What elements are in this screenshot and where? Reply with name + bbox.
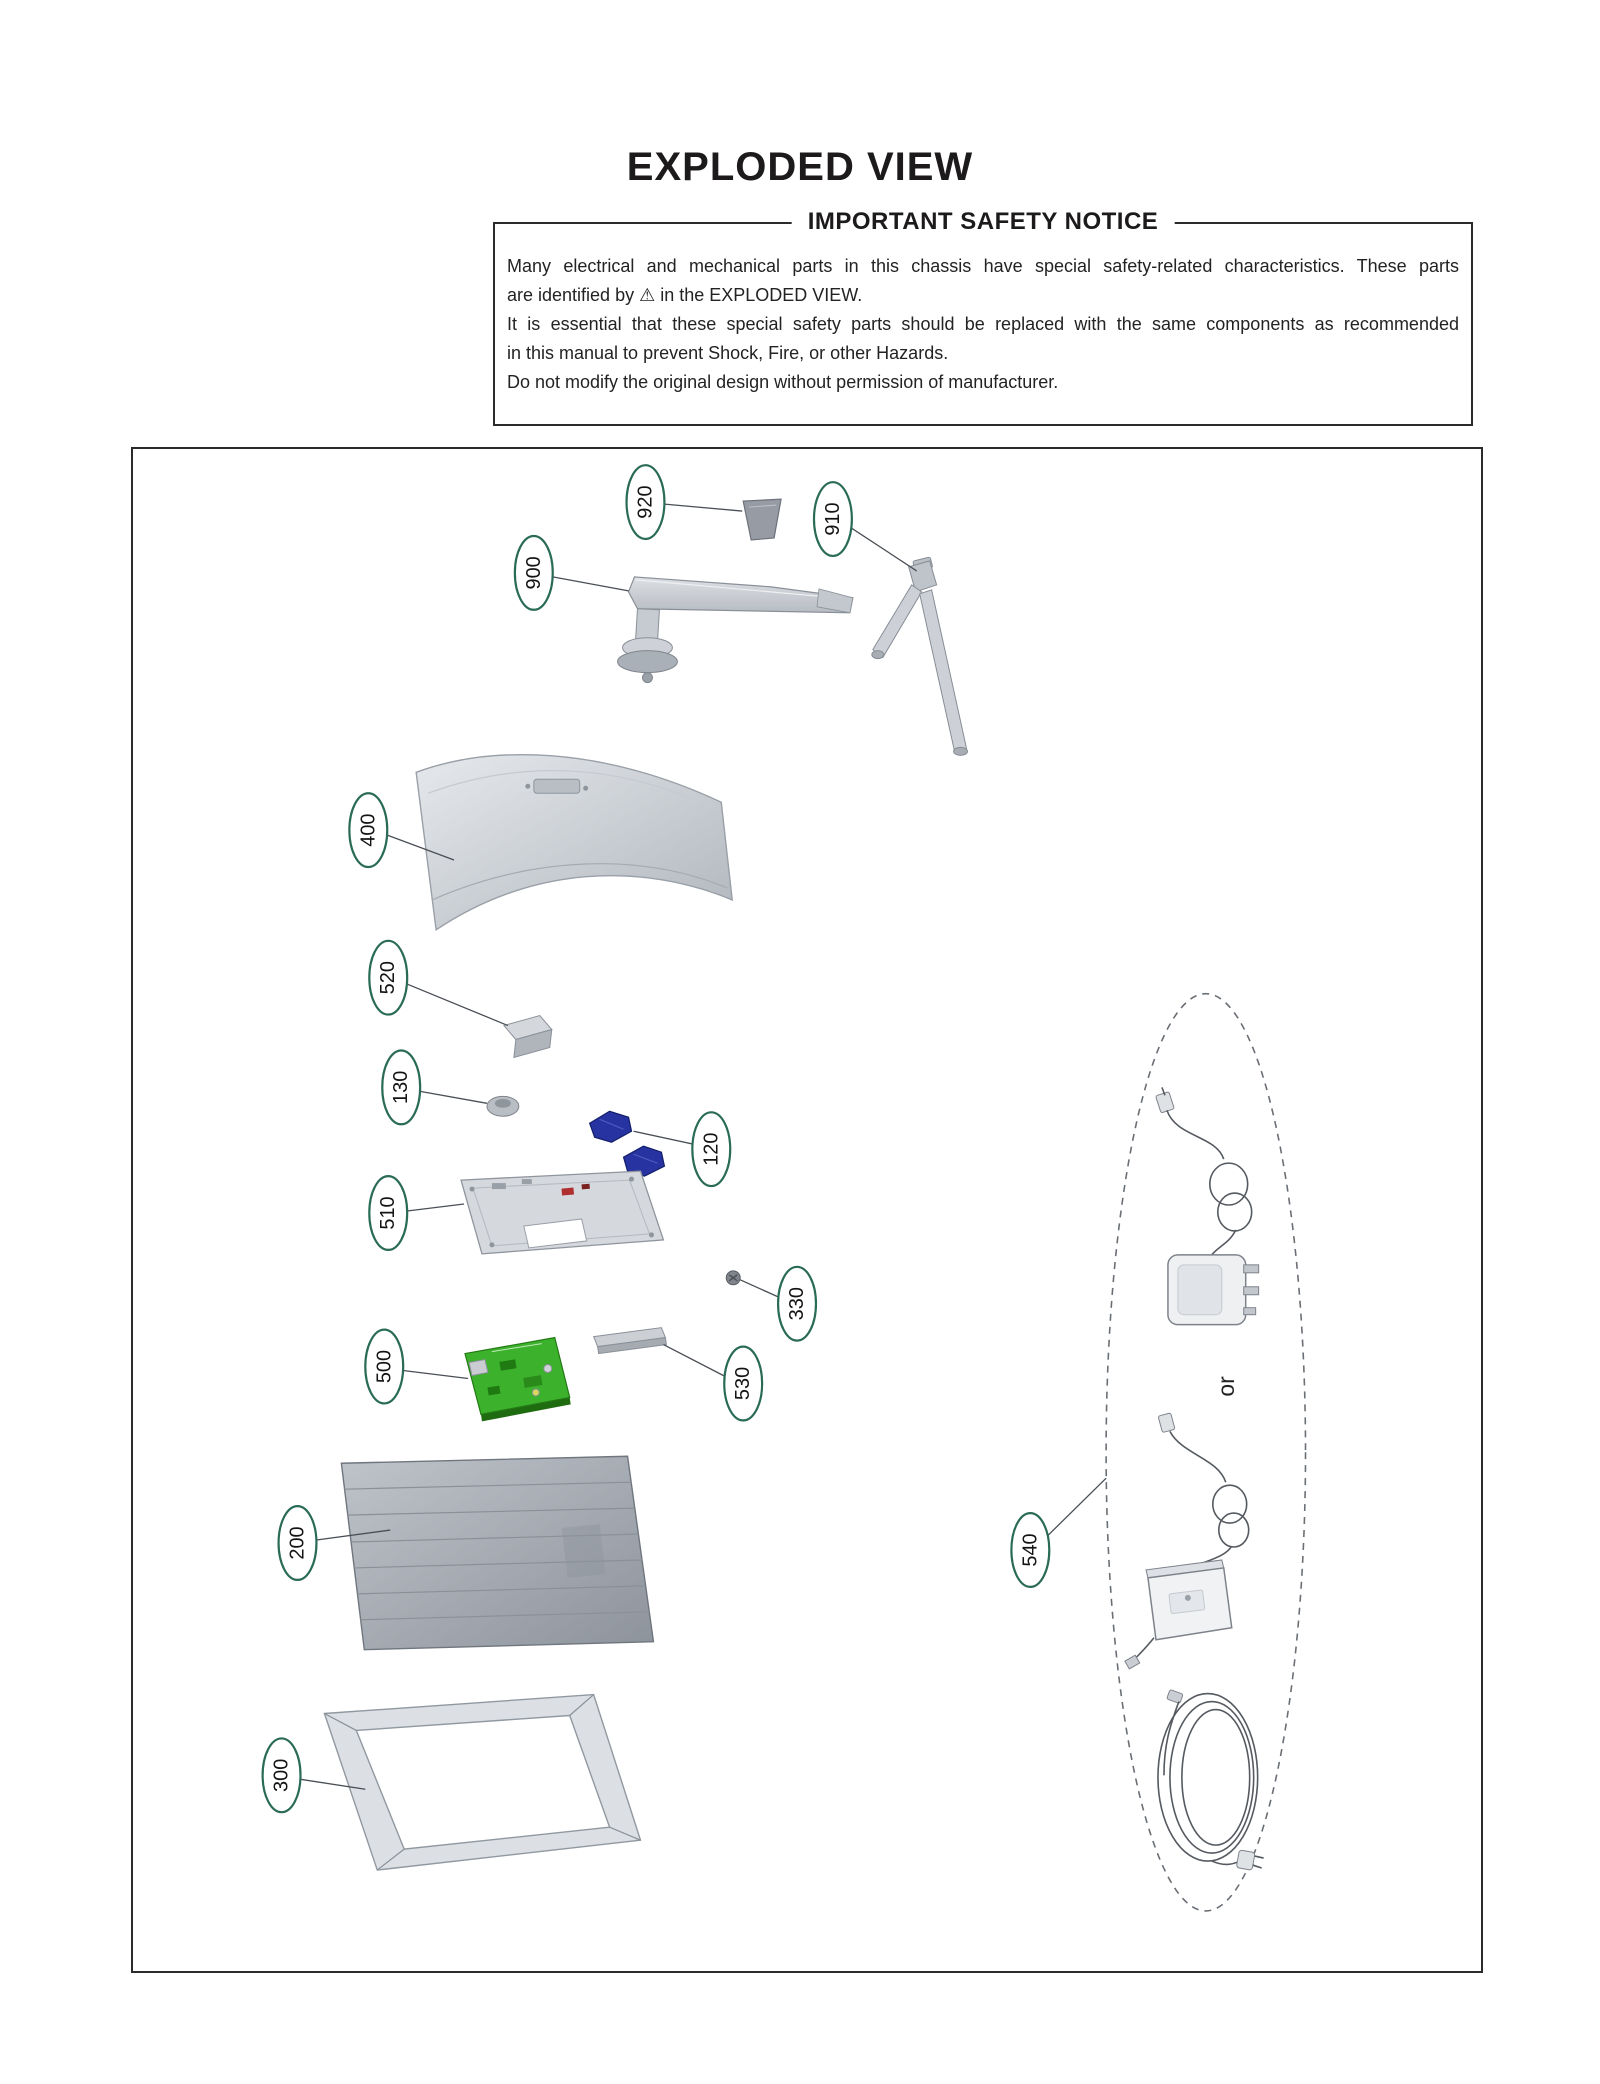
callout-300: [263, 1738, 301, 1812]
callout-510: [369, 1176, 407, 1250]
svg-text:400: 400: [357, 813, 380, 847]
notice-line: It is essential that these special safety parts should be replaced with the same components as recommended: [507, 314, 1459, 334]
part-530-key-controller: [594, 1328, 667, 1354]
svg-text:330: 330: [786, 1287, 809, 1321]
callout-130: [382, 1050, 420, 1124]
callout-330: [778, 1267, 816, 1341]
svg-text:510: 510: [377, 1196, 400, 1230]
svg-text:200: 200: [286, 1526, 309, 1560]
part-300-panel-frame: [324, 1695, 640, 1870]
exploded-view-svg: [133, 449, 1481, 1971]
part-120-speakers: [590, 1111, 665, 1176]
notice-line: are identified by ⚠ in the EXPLODED VIEW.: [507, 285, 863, 305]
svg-text:540: 540: [1019, 1533, 1042, 1567]
svg-text:530: 530: [732, 1366, 755, 1401]
part-900-stand-arm: [618, 577, 853, 683]
svg-text:920: 920: [634, 485, 657, 519]
safety-notice-text: [495, 224, 1471, 397]
part-510-main-frame: [461, 1171, 663, 1254]
adapter-wall-plug: [1156, 1087, 1259, 1324]
part-920-cable-holder: [743, 499, 781, 540]
callout-200: [279, 1506, 317, 1580]
callout-900: [515, 536, 553, 610]
exploded-view-box: [131, 447, 1483, 1973]
part-400-rear-cover: [416, 755, 732, 930]
notice-line: Do not modify the original design without permission of manufacturer.: [507, 372, 1059, 392]
part-500-main-board: [465, 1338, 571, 1422]
callout-910: [814, 482, 852, 556]
svg-text:120: 120: [700, 1132, 723, 1166]
part-910-stand-base: [872, 557, 968, 755]
svg-text:900: 900: [522, 556, 545, 590]
svg-text:130: 130: [390, 1070, 413, 1104]
adapter-brick: [1125, 1413, 1249, 1669]
callout-520: [369, 941, 407, 1015]
svg-text:300: 300: [270, 1758, 293, 1792]
notice-line: Many electrical and mechanical parts in this chassis have special safety-related characteristics. These parts: [507, 256, 1459, 276]
svg-text:500: 500: [373, 1349, 396, 1384]
svg-text:520: 520: [377, 961, 400, 995]
callout-400: [349, 793, 387, 867]
part-130-joystick-button: [487, 1096, 519, 1116]
part-540-power-adapter-options: [1106, 994, 1305, 1911]
part-200-inner-shield: [341, 1456, 653, 1649]
page-title: EXPLODED VIEW: [626, 145, 974, 189]
callout-500: [365, 1330, 403, 1404]
callout-120: [692, 1112, 730, 1186]
svg-text:910: 910: [821, 502, 844, 536]
callout-920: [627, 465, 665, 539]
callout-530: [724, 1347, 762, 1421]
part-520-bracket: [504, 1016, 552, 1058]
notice-line: in this manual to prevent Shock, Fire, or other Hazards.: [507, 343, 949, 363]
power-cord-coil: [1158, 1689, 1264, 1870]
safety-notice-heading: IMPORTANT SAFETY NOTICE: [792, 208, 1175, 236]
safety-notice-box: [493, 208, 1473, 426]
or-label: or: [1212, 1376, 1239, 1397]
callout-540: [1011, 1513, 1049, 1587]
part-330-screw: [726, 1271, 740, 1285]
